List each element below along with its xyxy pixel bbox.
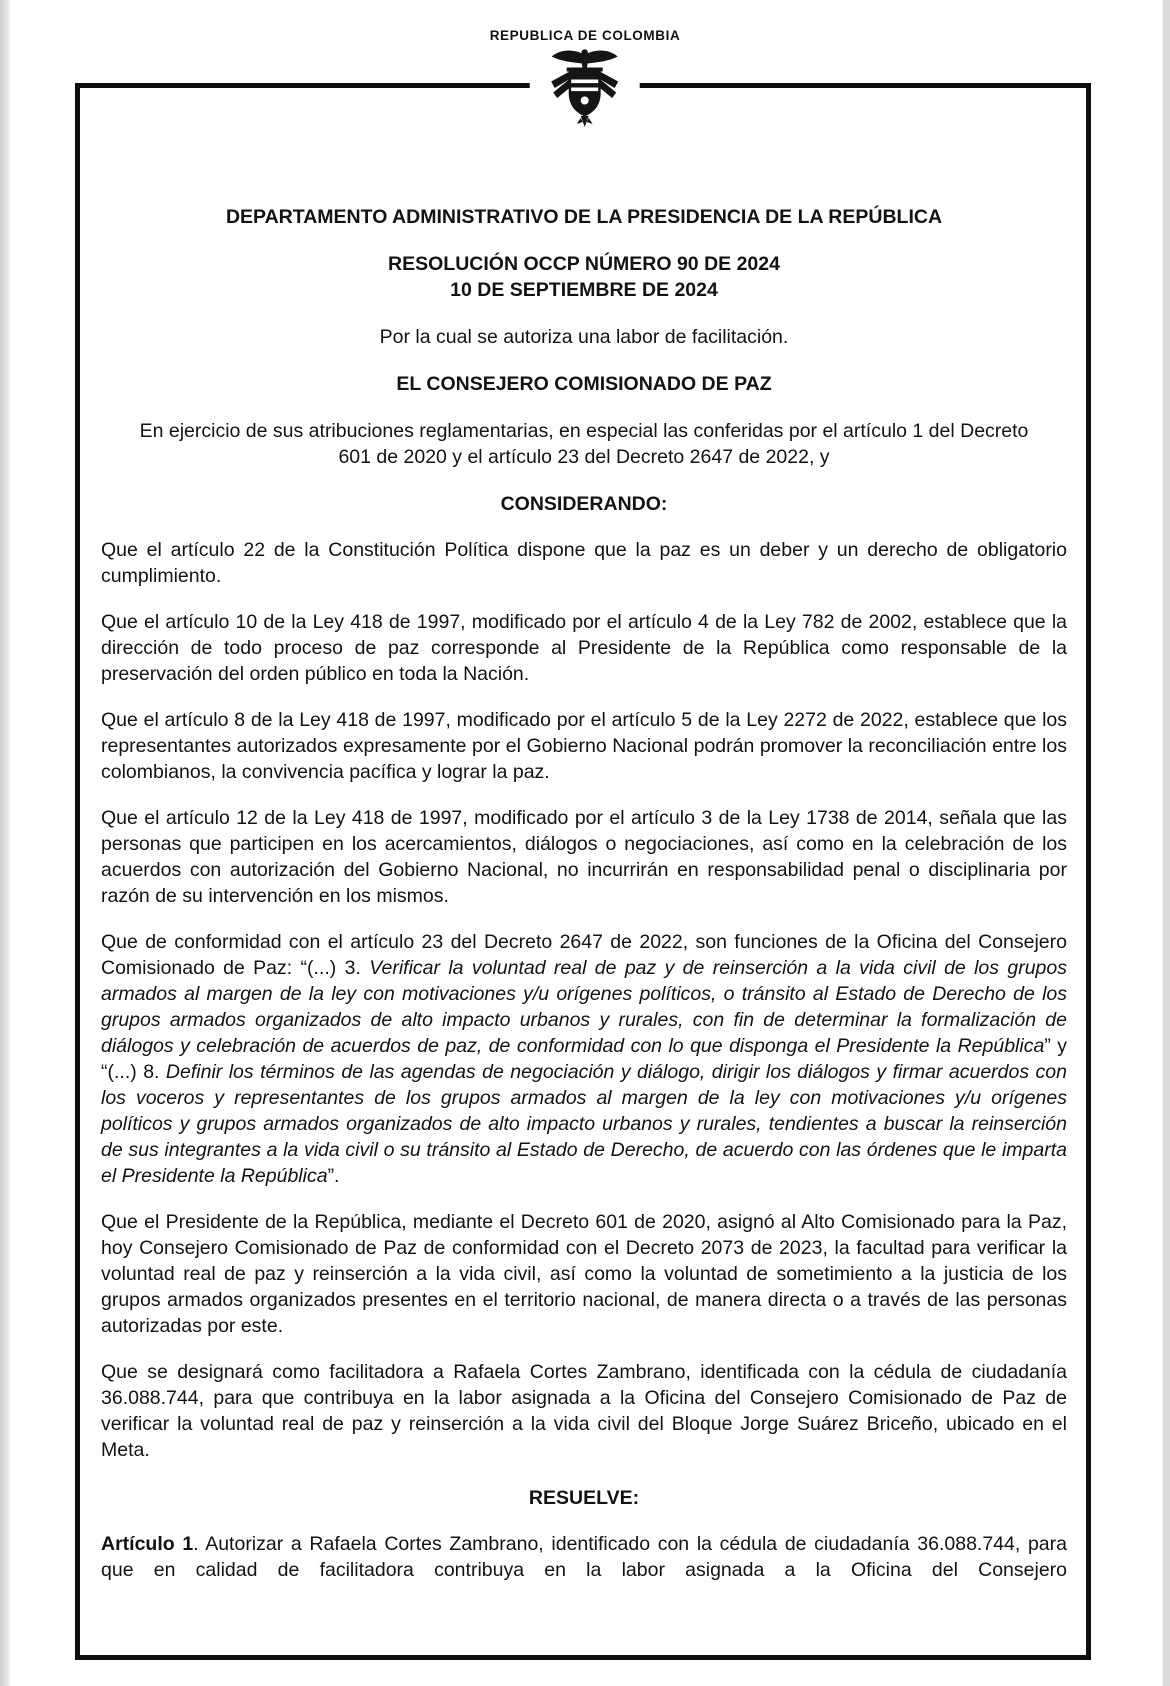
considering-paragraph-2: Que el artículo 10 de la Ley 418 de 1997, modificado por el artículo 4 de la Ley 782 de 2002, establece que la dirección de todo proceso de paz corresponde al Presidente de la República como responsable de la preservación del orden público en toda la Nación. — [101, 611, 1067, 685]
resolution-heading — [101, 251, 1067, 303]
paragraph-5-quoted-function-8: Definir los términos de las agendas de negociación y diálogo, dirigir los diálogos y firmar acuerdos con los voceros y representantes de los grupos armados al margen de la ley con motivaciones y/u orígenes políticos y grupos armados organizados de alto impacto urbanos y rurales, tendientes a buscar la reinserción de sus integrantes a la vida civil o su tránsito al Estado de Derecho, de acuerdo con las órdenes que le imparta el Presidente la República — [101, 1061, 1067, 1187]
colombia-coat-of-arms-icon — [547, 48, 623, 140]
document-frame — [75, 83, 1091, 1660]
preamble-text: En ejercicio de sus atribuciones reglamentarias, en especial las conferidas por el artículo 1 del Decreto 601 de 2020 y el artículo 23 del Decreto 2647 de 2022, y — [139, 420, 1029, 468]
considering-heading: CONSIDERANDO: — [500, 493, 668, 515]
paragraph-5-closing: ”. — [327, 1165, 340, 1187]
department-title: DEPARTAMENTO ADMINISTRATIVO DE LA PRESIDENCIA DE LA REPÚBLICA — [225, 206, 943, 228]
resolution-date-line: 10 DE SEPTIEMBRE DE 2024 — [450, 279, 718, 301]
resolve-heading: RESUELVE: — [528, 1487, 640, 1509]
scan-edge-right — [1162, 0, 1170, 1686]
considering-paragraph-6: Que el Presidente de la República, mediante el Decreto 601 de 2020, asignó al Alto Comisionado para la Paz, hoy Consejero Comisionado de Paz de conformidad con el Decreto 2073 de 2023, la facultad para verificar la voluntad real de paz y reinserción a la vida civil, así como la voluntad de sometimiento a la justicia de los grupos armados organizados presentes en el territorio nacional, de manera directa o a través de las personas autorizadas por este. — [101, 1211, 1067, 1337]
subject-line: Por la cual se autoriza una labor de facilitación. — [379, 326, 789, 348]
article-1-text: . Autorizar a Rafaela Cortes Zambrano, identificado con la cédula de ciudadanía 36.088.744, para que en calidad de facilitadora contribuya en la labor asignada a la Oficina del Consejero — [101, 1533, 1067, 1581]
paragraph-5-quoted-function-3: Verificar la voluntad real de paz y de reinserción a la vida civil de los grupos armados al margen de la ley con motivaciones y/u orígenes políticos, o tránsito al Estado de Derecho de los grupos armados organizados de alto impacto urbanos y rurales, con fin de determinar la formalización de diálogos y celebración de acuerdos de paz, de conformidad con lo que disponga el Presidente la República — [101, 957, 1067, 1057]
paragraph-5-connector: ” y “(...) 8. — [101, 1035, 1068, 1083]
considering-paragraph-3: Que el artículo 8 de la Ley 418 de 1997, modificado por el artículo 5 de la Ley 2272 de 2022, establece que los representantes autorizados expresamente por el Gobierno Nacional podrán promover la reconciliación entre los colombianos, la convivencia pacífica y lograr la paz. — [101, 709, 1067, 783]
article-1-label: Artículo 1 — [101, 1533, 194, 1555]
emblem-wrapper — [530, 47, 640, 145]
considering-paragraph-1: Que el artículo 22 de la Constitución Política dispone que la paz es un deber y un derecho de obligatorio cumplimiento. — [101, 539, 1067, 587]
paragraph-5-intro: Que de conformidad con el artículo 23 del Decreto 2647 de 2022, son funciones de la Oficina del Consejero Comisionado de Paz: “(...) 3. — [101, 931, 1067, 979]
document-content — [80, 88, 1086, 1583]
authority-heading: EL CONSEJERO COMISIONADO DE PAZ — [396, 373, 772, 395]
resolution-number-line: RESOLUCIÓN OCCP NÚMERO 90 DE 2024 — [388, 253, 780, 275]
scan-edge-left — [0, 0, 10, 1686]
article-1-paragraph — [101, 1531, 1067, 1583]
considering-paragraph-5 — [101, 929, 1067, 1189]
document-header — [482, 27, 689, 145]
considering-paragraph-4: Que el artículo 12 de la Ley 418 de 1997, modificado por el artículo 3 de la Ley 1738 de 2014, señala que las personas que participen en los acercamientos, diálogos o negociaciones, así como en la celebración de los acuerdos con autorización del Gobierno Nacional, no incurrirán en responsabilidad penal o disciplinaria por razón de su intervención en los mismos. — [101, 807, 1067, 907]
country-label: REPUBLICA DE COLOMBIA — [482, 28, 689, 43]
considering-paragraph-7: Que se designará como facilitadora a Rafaela Cortes Zambrano, identificada con la cédula de ciudadanía 36.088.744, para que contribuya en la labor asignada a la Oficina del Consejero Comisionado de Paz de verificar la voluntad real de paz y reinserción a la vida civil del Bloque Jorge Suárez Briceño, ubicado en el Meta. — [101, 1361, 1067, 1461]
